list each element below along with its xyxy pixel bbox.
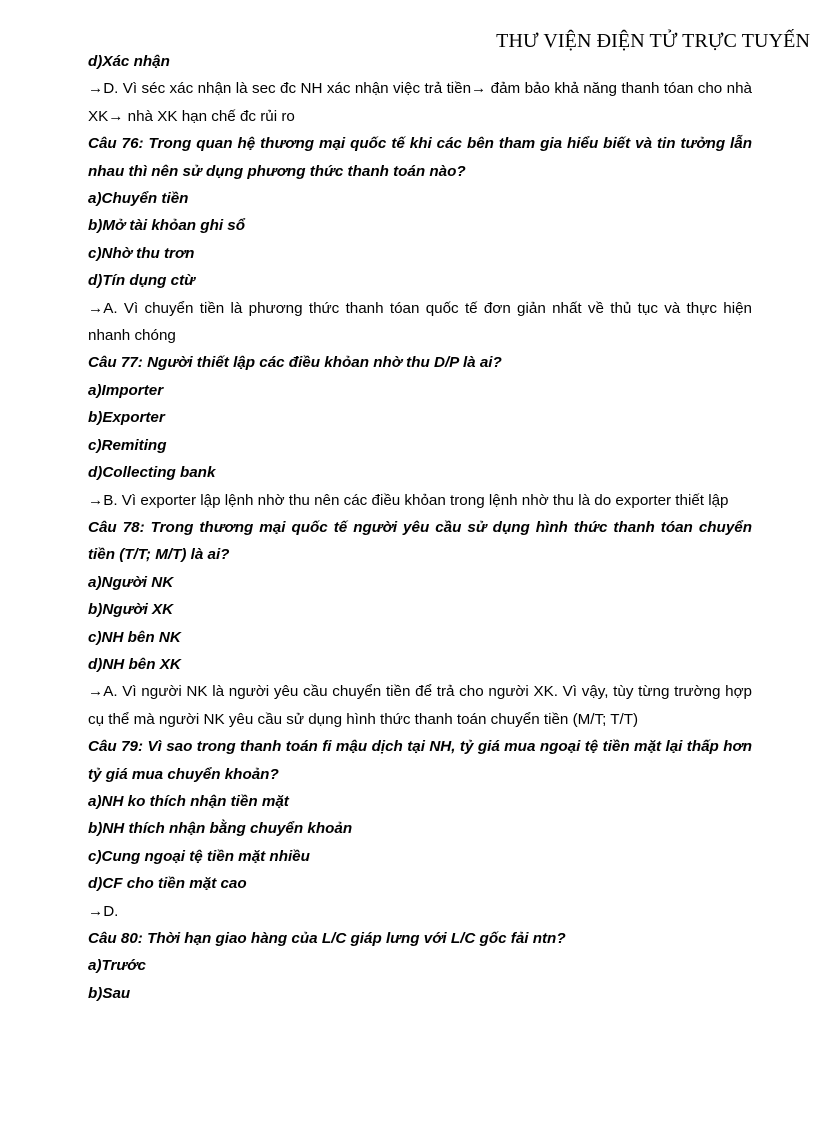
answer-line: →A. Vì người NK là người yêu cầu chuyển tiền để trả cho người XK. Vì vậy, tùy từng trường hợp cụ thể mà người NK yêu cầu sử dụng hình thức thanh toán chuyển tiền (M/T; T/T) [88,683,752,728]
option-line: d)NH bên XK [88,655,181,673]
question-line: Câu 79: Vì sao trong thanh toán fi mậu dịch tại NH, tỷ giá mua ngoại tệ tiền mặt lại thấp hơn tỷ giá mua chuyển khoản? [88,738,752,783]
option-line: a)Trước [88,957,146,975]
option-line: c)Cung ngoại tệ tiền mặt nhiều [88,847,310,865]
question-line: Câu 76: Trong quan hệ thương mại quốc tế khi các bên tham gia hiểu biết và tin tưởng lẫn nhau thì nên sử dụng phương thức thanh toán nào? [88,135,752,180]
page-header: THƯ VIỆN ĐIỆN TỬ TRỰC TUYẾN [496,30,810,52]
answer-line: →D. [88,902,119,920]
option-line: d)Xác nhận [88,53,170,70]
option-line: c)NH bên NK [88,628,181,646]
option-line: b)Người XK [88,601,174,619]
option-line: d)Tín dụng ctừ [88,272,196,290]
option-line: a)NH ko thích nhận tiền mặt [88,792,289,810]
option-line: c)Nhờ thu trơn [88,244,195,262]
option-line: d)Collecting bank [88,464,216,482]
option-line: a)Importer [88,381,164,399]
answer-line: →D. Vì séc xác nhận là sec đc NH xác nhận việc trả tiền→ đảm bảo khả năng thanh tóan cho nhà XK→ nhà XK hạn chế đc rủi ro [88,80,752,125]
option-line: a)Người NK [88,573,174,591]
option-line: c)Remiting [88,436,167,454]
answer-line: →B. Vì exporter lập lệnh nhờ thu nên các điều khỏan trong lệnh nhờ thu là do exporter thiết lập [88,491,729,509]
option-line: a)Chuyển tiền [88,190,189,208]
option-line: b)NH thích nhận bằng chuyển khoản [88,820,353,838]
option-line: b)Mở tài khỏan ghi sổ [88,217,246,235]
option-line: d)CF cho tiền mặt cao [88,875,247,893]
option-line: b)Exporter [88,409,165,427]
question-line: Câu 77: Người thiết lập các điều khỏan nhờ thu D/P là ai? [88,354,502,372]
question-line: Câu 80: Thời hạn giao hàng của L/C giáp lưng với L/C gốc fải ntn? [88,930,566,947]
option-line: b)Sau [88,984,131,1002]
document-body [88,48,752,1007]
answer-line: →A. Vì chuyển tiền là phương thức thanh tóan quốc tế đơn giản nhất về thủ tục và thực hiện nhanh chóng [88,299,752,345]
question-line: Câu 78: Trong thương mại quốc tế người yêu cầu sử dụng hình thức thanh tóan chuyển tiền (T/T; M/T) là ai? [88,518,752,564]
